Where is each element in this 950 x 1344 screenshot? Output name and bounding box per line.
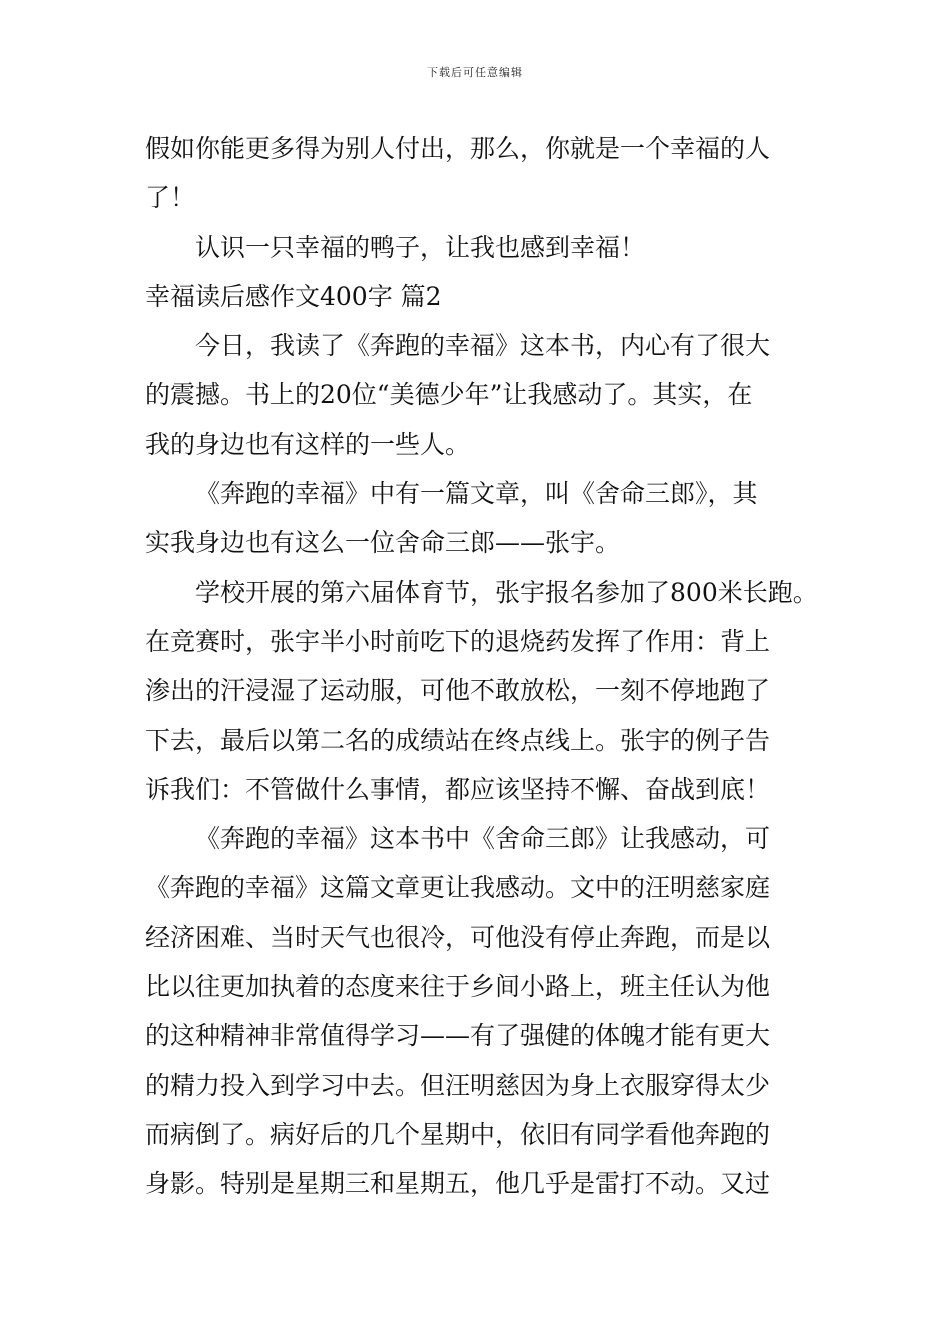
- text-line: 经济困难、当时天气也很冷，可他没有停止奔跑，而是以: [145, 922, 771, 952]
- text-line: 身影。特别是星期三和星期五，他几乎是雷打不动。又过: [145, 1169, 771, 1199]
- text-line: 学校开展的第六届体育节，张宇报名参加了800米长跑。: [195, 577, 818, 607]
- text-line: 我的身边也有这样的一些人。: [145, 429, 471, 459]
- text-line: 《奔跑的幸福》中有一篇文章，叫《舍命三郎》，其: [195, 479, 758, 509]
- text-line: 比以往更加执着的态度来往于乡间小路上，班主任认为他: [145, 972, 771, 1002]
- text-line: 《奔跑的幸福》这篇文章更让我感动。文中的汪明慈家庭: [145, 873, 771, 903]
- text-line: 假如你能更多得为别人付出，那么，你就是一个幸福的人: [145, 134, 771, 163]
- text-line: 的精力投入到学习中去。但汪明慈因为身上衣服穿得太少: [145, 1070, 771, 1100]
- text-line: 而病倒了。病好后的几个星期中，依旧有同学看他奔跑的: [145, 1119, 771, 1149]
- text-line: 的这种精神非常值得学习——有了强健的体魄才能有更大: [145, 1021, 771, 1051]
- text-line: 诉我们：不管做什么事情，都应该坚持不懈、奋战到底！: [145, 774, 771, 804]
- section-heading: 幸福读后感作文400字 篇2: [145, 281, 442, 311]
- text-line: 渗出的汗浸湿了运动服，可他不敢放松，一刻不停地跑了: [145, 676, 771, 706]
- text-line: 今日，我读了《奔跑的幸福》这本书，内心有了很大: [195, 331, 771, 361]
- text-line: 的震撼。书上的20位“美德少年”让我感动了。其实，在: [145, 380, 753, 410]
- text-line: 认识一只幸福的鸭子，让我也感到幸福！: [195, 232, 646, 262]
- text-line: 在竞赛时，张宇半小时前吃下的退烧药发挥了作用：背上: [145, 626, 771, 656]
- text-line: 下去，最后以第二名的成绩站在终点线上。张宇的例子告: [145, 725, 771, 755]
- text-line: 了！: [145, 183, 196, 213]
- text-line: 《奔跑的幸福》这本书中《舍命三郎》让我感动，可: [195, 824, 771, 854]
- page-header: 下载后可任意编辑: [427, 66, 523, 79]
- document-body: [145, 124, 817, 1209]
- text-line: 实我身边也有这么一位舍命三郎——张宇。: [145, 528, 621, 558]
